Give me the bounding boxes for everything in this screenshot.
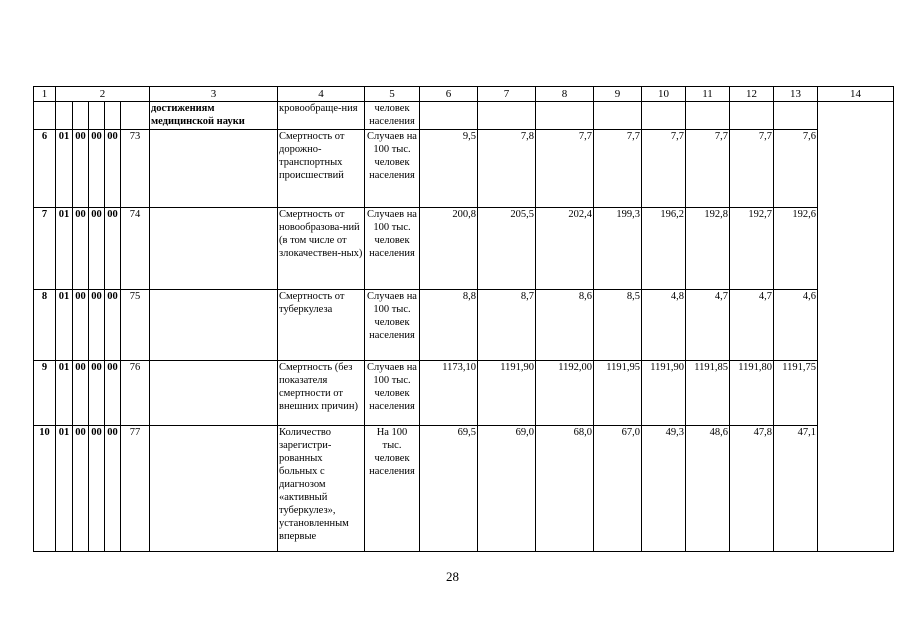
value-cell: 1191,90: [478, 361, 536, 426]
code-cell: 76: [121, 361, 150, 426]
code-cell: 73: [121, 130, 150, 208]
value-cell: 9,5: [420, 130, 478, 208]
value-cell: 69,5: [420, 426, 478, 552]
code-cell: 00: [105, 426, 121, 552]
value-cell: 8,6: [536, 290, 594, 361]
code-cell: [89, 102, 105, 130]
code-cell: 00: [73, 130, 89, 208]
goal-cell: достижениям медицинской науки: [150, 102, 278, 130]
value-cell: 192,8: [686, 208, 730, 290]
code-cell: 00: [105, 361, 121, 426]
code-cell: 74: [121, 208, 150, 290]
column-number-cell: 11: [686, 87, 730, 102]
code-cell: [105, 102, 121, 130]
code-cell: 01: [56, 426, 73, 552]
code-cell: 00: [73, 361, 89, 426]
value-cell: 7,7: [642, 130, 686, 208]
code-cell: 01: [56, 361, 73, 426]
unit-cell: Случаев на 100 тыс. человек населения: [365, 361, 420, 426]
value-cell: 199,3: [594, 208, 642, 290]
column-number-cell: 5: [365, 87, 420, 102]
value-cell: 192,6: [774, 208, 818, 290]
column-number-cell: 7: [478, 87, 536, 102]
unit-cell: человек населения: [365, 102, 420, 130]
page-number: 28: [446, 569, 459, 584]
value-cell: 196,2: [642, 208, 686, 290]
code-cell: [73, 102, 89, 130]
value-cell: 47,1: [774, 426, 818, 552]
value-cell: [420, 102, 478, 130]
code-cell: 00: [89, 290, 105, 361]
indicator-cell: Смертность (без показателя смертности от внешних причин): [278, 361, 365, 426]
column-number-cell: 9: [594, 87, 642, 102]
value-cell: 68,0: [536, 426, 594, 552]
column-number-cell: 10: [642, 87, 686, 102]
value-cell: 1191,80: [730, 361, 774, 426]
column-14-cell: [818, 102, 894, 552]
value-cell: 69,0: [478, 426, 536, 552]
value-cell: 7,7: [536, 130, 594, 208]
column-number-cell: 3: [150, 87, 278, 102]
value-cell: [642, 102, 686, 130]
indicator-cell: Смертность от дорожно-транспортных происшествий: [278, 130, 365, 208]
code-cell: 77: [121, 426, 150, 552]
table-row: [34, 208, 894, 290]
unit-cell: Случаев на 100 тыс. человек населения: [365, 208, 420, 290]
code-cell: [121, 102, 150, 130]
column-number-cell: 4: [278, 87, 365, 102]
code-cell: 00: [73, 208, 89, 290]
code-cell: 01: [56, 208, 73, 290]
row-number-cell: 7: [34, 208, 56, 290]
unit-cell: Случаев на 100 тыс. человек населения: [365, 290, 420, 361]
value-cell: 202,4: [536, 208, 594, 290]
value-cell: 7,7: [730, 130, 774, 208]
indicator-cell: Количество зарегистри-рованных больных с диагнозом «активный туберкулез», установленным впервые: [278, 426, 365, 552]
code-cell: 01: [56, 290, 73, 361]
unit-cell: На 100 тыс. человек населения: [365, 426, 420, 552]
goal-cell: [150, 290, 278, 361]
unit-cell: Случаев на 100 тыс. человек населения: [365, 130, 420, 208]
column-number-cell: 8: [536, 87, 594, 102]
value-cell: 7,7: [594, 130, 642, 208]
value-cell: [594, 102, 642, 130]
table-row: [34, 426, 894, 552]
goal-cell: [150, 361, 278, 426]
code-cell: 00: [73, 290, 89, 361]
value-cell: 67,0: [594, 426, 642, 552]
indicators-table: [33, 86, 894, 552]
indicator-cell: кровообраще-ния: [278, 102, 365, 130]
value-cell: 4,8: [642, 290, 686, 361]
indicator-cell: Смертность от туберкулеза: [278, 290, 365, 361]
value-cell: 4,6: [774, 290, 818, 361]
column-number-cell: 13: [774, 87, 818, 102]
table-row: [34, 290, 894, 361]
value-cell: 1191,95: [594, 361, 642, 426]
value-cell: 8,7: [478, 290, 536, 361]
goal-cell: [150, 208, 278, 290]
goal-cell: [150, 426, 278, 552]
column-number-cell: 1: [34, 87, 56, 102]
code-cell: 00: [89, 361, 105, 426]
value-cell: 8,5: [594, 290, 642, 361]
value-cell: 4,7: [730, 290, 774, 361]
row-number-cell: 6: [34, 130, 56, 208]
value-cell: [478, 102, 536, 130]
value-cell: 49,3: [642, 426, 686, 552]
header-row: [34, 87, 894, 102]
value-cell: [686, 102, 730, 130]
row-number-cell: 9: [34, 361, 56, 426]
value-cell: 1192,00: [536, 361, 594, 426]
code-cell: 00: [89, 426, 105, 552]
value-cell: 47,8: [730, 426, 774, 552]
code-cell: 00: [89, 130, 105, 208]
column-number-cell: 2: [56, 87, 150, 102]
value-cell: [536, 102, 594, 130]
value-cell: 4,7: [686, 290, 730, 361]
continuation-row: [34, 102, 894, 130]
value-cell: 200,8: [420, 208, 478, 290]
code-cell: 01: [56, 130, 73, 208]
code-cell: [34, 102, 56, 130]
code-cell: 00: [105, 208, 121, 290]
column-number-cell: 12: [730, 87, 774, 102]
indicator-cell: Смертность от новообразова-ний (в том числе от злокачествен-ных): [278, 208, 365, 290]
code-cell: [56, 102, 73, 130]
value-cell: 1191,75: [774, 361, 818, 426]
value-cell: 1173,10: [420, 361, 478, 426]
value-cell: 8,8: [420, 290, 478, 361]
row-number-cell: 10: [34, 426, 56, 552]
value-cell: 48,6: [686, 426, 730, 552]
value-cell: [730, 102, 774, 130]
value-cell: [774, 102, 818, 130]
value-cell: 7,6: [774, 130, 818, 208]
table-row: [34, 130, 894, 208]
value-cell: 205,5: [478, 208, 536, 290]
table-row: [34, 361, 894, 426]
column-number-cell: 6: [420, 87, 478, 102]
column-number-cell: 14: [818, 87, 894, 102]
value-cell: 192,7: [730, 208, 774, 290]
code-cell: 00: [89, 208, 105, 290]
code-cell: 00: [105, 290, 121, 361]
value-cell: 7,7: [686, 130, 730, 208]
value-cell: 1191,90: [642, 361, 686, 426]
goal-cell: [150, 130, 278, 208]
value-cell: 1191,85: [686, 361, 730, 426]
code-cell: 75: [121, 290, 150, 361]
value-cell: 7,8: [478, 130, 536, 208]
row-number-cell: 8: [34, 290, 56, 361]
code-cell: 00: [105, 130, 121, 208]
code-cell: 00: [73, 426, 89, 552]
